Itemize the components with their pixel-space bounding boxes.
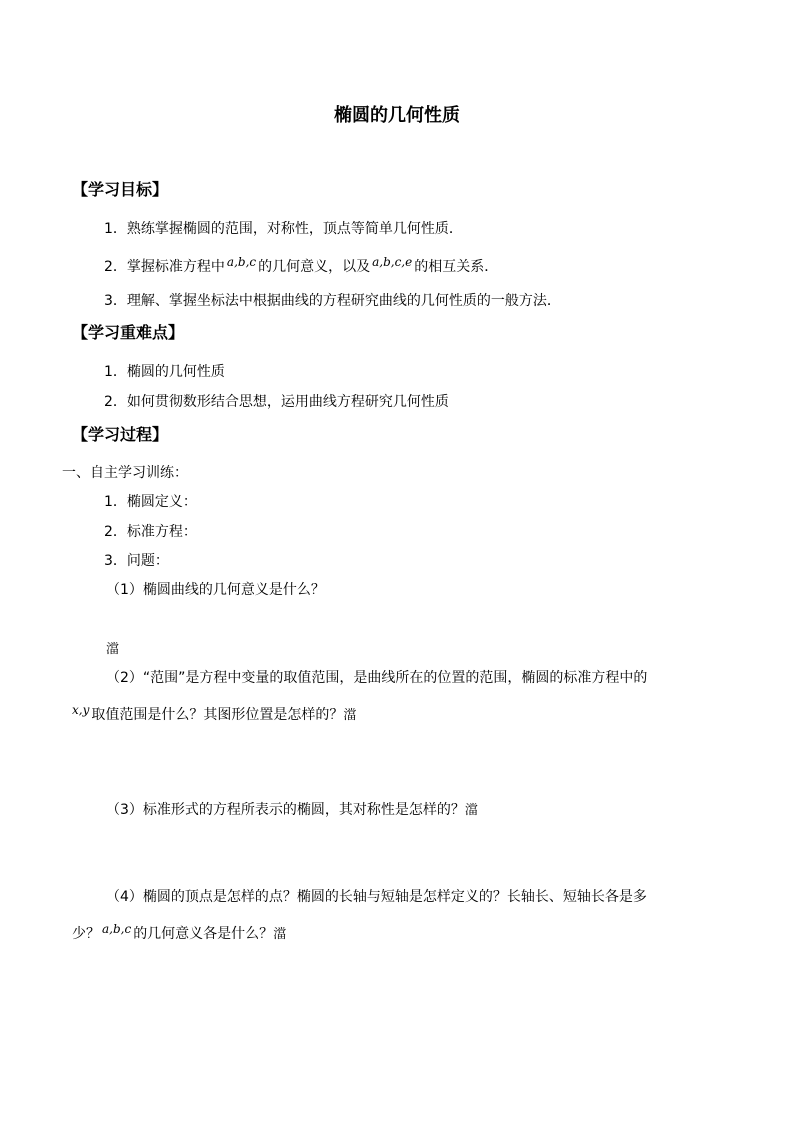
section-heading-process: 【学习过程】 <box>72 425 169 444</box>
keypoint-item-text: 如何贯彻数形结合思想，运用曲线方程研究几何性质 <box>126 394 449 410</box>
process-sub-item-1 <box>104 492 197 512</box>
page-title: 椭圆的几何性质 <box>334 105 460 126</box>
goal-item-text: 掌握标准方程中 <box>126 259 225 275</box>
keypoint-item-number: 2． <box>104 394 127 410</box>
math-variables-xy: x,y <box>72 703 90 717</box>
goal-item-text: 的相互关系． <box>414 259 499 275</box>
process-part-1: 一、自主学习训练： <box>62 465 188 481</box>
process-sub-text: 问题： <box>126 553 169 569</box>
keypoint-item-1 <box>104 362 225 382</box>
math-variables-abc: a,b,c <box>102 922 132 936</box>
goal-item-text: 熟练掌握椭圆的范围，对称性，顶点等简单几何性质． <box>126 221 463 237</box>
goal-item-3 <box>104 291 561 311</box>
goal-item-text: 理解、掌握坐标法中根据曲线的方程研究曲线的几何性质的一般方法． <box>126 293 561 309</box>
goal-item-2 <box>104 252 498 277</box>
process-sub-number: 2． <box>104 524 127 540</box>
goal-item-text: 的几何意义，以及 <box>258 259 371 275</box>
question-4-line-2 <box>72 919 286 945</box>
question-text: 的几何意义各是什么？ <box>133 926 274 942</box>
question-4-line-1: （4）椭圆的顶点是怎样的点？椭圆的长轴与短轴是怎样定义的？长轴长、短轴长各是多 <box>106 889 647 905</box>
goal-item-number: 1． <box>104 221 127 237</box>
question-2-line-2 <box>72 700 356 726</box>
answer-placeholder-mark: 澢 <box>343 708 357 723</box>
process-sub-item-3 <box>104 551 169 571</box>
section-heading-goals: 【学习目标】 <box>72 180 169 199</box>
answer-placeholder-mark: 澢 <box>464 803 478 818</box>
keypoint-item-text: 椭圆的几何性质 <box>126 364 225 380</box>
section-heading-keypoints: 【学习重难点】 <box>72 323 185 342</box>
process-sub-item-2 <box>104 522 197 542</box>
goal-item-1 <box>104 219 463 239</box>
question-text: 少？ <box>72 926 100 942</box>
process-sub-number: 1． <box>104 494 127 510</box>
question-text: （3）标准形式的方程所表示的椭圆，其对称性是怎样的？ <box>106 802 465 818</box>
keypoint-item-number: 1． <box>104 364 127 380</box>
goal-item-number: 2． <box>104 259 127 275</box>
question-3 <box>106 800 478 821</box>
answer-placeholder-mark: 澢 <box>106 642 120 657</box>
process-sub-text: 椭圆定义： <box>126 494 197 510</box>
process-sub-number: 3． <box>104 553 127 569</box>
answer-placeholder-mark: 澢 <box>273 927 287 942</box>
goal-item-number: 3． <box>104 293 127 309</box>
keypoint-item-2 <box>104 392 449 412</box>
question-2-line-1: （2）“范围”是方程中变量的取值范围，是曲线所在的位置的范围，椭圆的标准方程中的 <box>106 670 648 686</box>
question-1: （1）椭圆曲线的几何意义是什么？ <box>106 582 325 598</box>
math-variables-abc: a,b,c <box>226 255 257 269</box>
question-text: 取值范围是什么？其图形位置是怎样的？ <box>91 707 344 723</box>
math-variables-abce: a,b,c,e <box>372 255 413 269</box>
process-sub-text: 标准方程： <box>126 524 197 540</box>
